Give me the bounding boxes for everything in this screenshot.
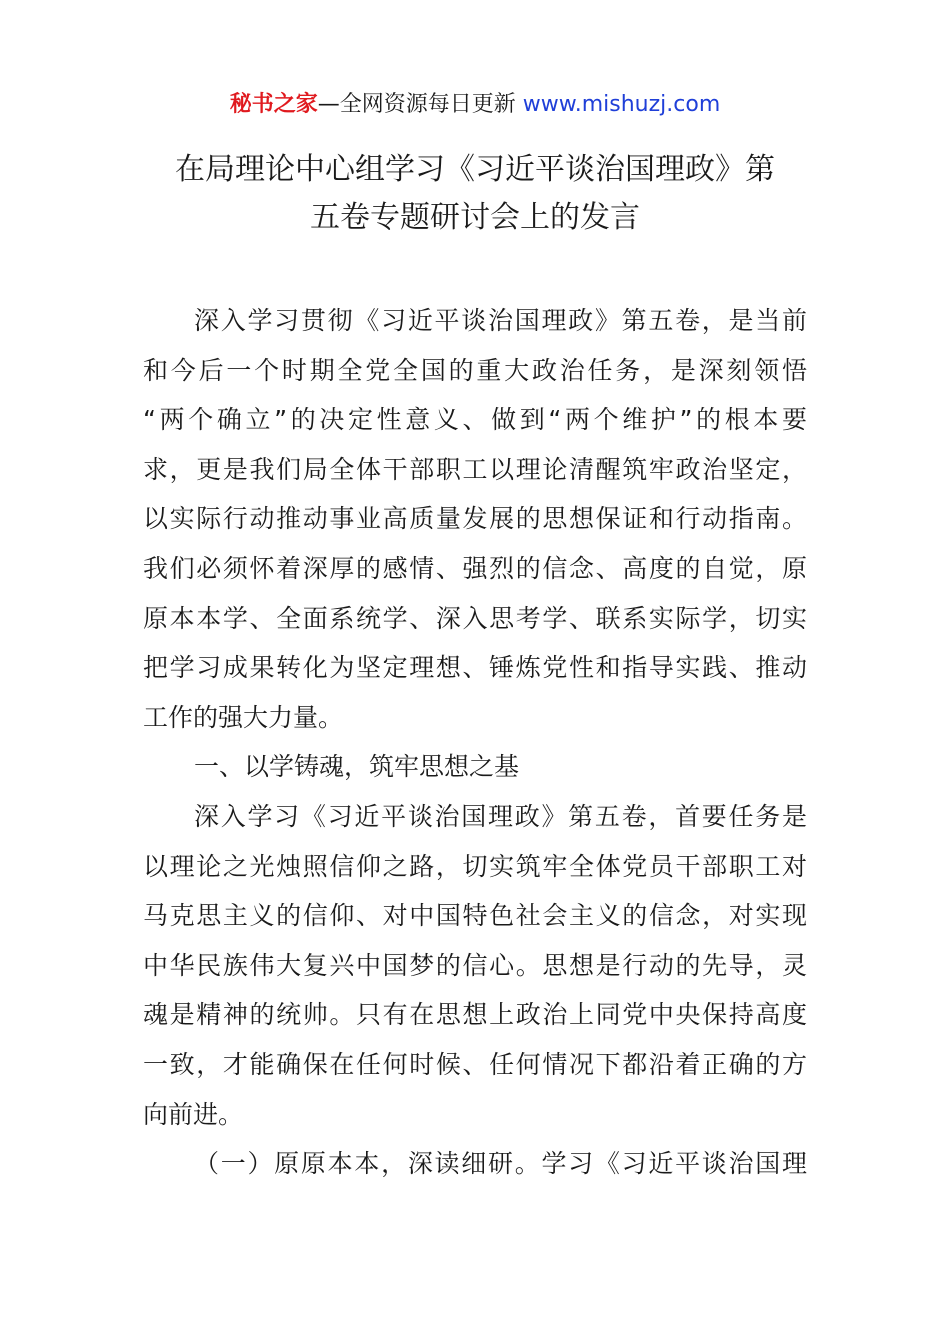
section-paragraph-line: 魂是精神的统帅。只有在思想上政治上同党中央保持高度 — [143, 1000, 807, 1030]
intro-paragraph-line: 以实际行动推动事业高质量发展的思想保证和行动指南。 — [143, 504, 807, 534]
subsection-paragraph-line: （一）原原本本，深读细研。学习《习近平谈治国理 — [194, 1149, 807, 1179]
section-paragraph-line: 中华民族伟大复兴中国梦的信心。思想是行动的先导，灵 — [143, 950, 807, 980]
document-body — [143, 296, 807, 1189]
section-paragraph-line: 一致，才能确保在任何时候、任何情况下都沿着正确的方 — [143, 1049, 807, 1079]
document-title — [120, 146, 830, 242]
intro-paragraph-line: 我们必须怀着深厚的感情、强烈的信念、高度的自觉，原 — [143, 553, 807, 583]
site-banner — [0, 88, 950, 122]
intro-paragraph-line: 深入学习贯彻《习近平谈治国理政》第五卷，是当前 — [194, 306, 807, 335]
intro-paragraph-line: 把学习成果转化为坚定理想、锤炼党性和指导实践、推动 — [143, 653, 807, 683]
section-paragraph-line: 以理论之光烛照信仰之路，切实筑牢全体党员干部职工对 — [143, 851, 807, 881]
intro-paragraph-line: 求，更是我们局全体干部职工以理论清醒筑牢政治坚定， — [143, 454, 807, 484]
intro-paragraph-line: 和今后一个时期全党全国的重大政治任务，是深刻领悟 — [143, 355, 807, 385]
brand-name: 秘书之家 — [229, 92, 318, 117]
section-paragraph-line: 向前进。 — [143, 1099, 244, 1129]
section-paragraph-line: 马克思主义的信仰、对中国特色社会主义的信念，对实现 — [143, 901, 807, 931]
intro-paragraph-line: 原本本学、全面系统学、深入思考学、联系实际学，切实 — [143, 603, 807, 633]
website-link[interactable]: www.mishuzj.com — [522, 92, 721, 117]
title-line-2: 五卷专题研讨会上的发言 — [310, 200, 640, 235]
section-paragraph-line: 深入学习《习近平谈治国理政》第五卷，首要任务是 — [194, 801, 807, 831]
banner-tagline: —全网资源每日更新 — [317, 92, 523, 117]
title-line-1: 在局理论中心组学习《习近平谈治国理政》第 — [175, 152, 775, 187]
intro-paragraph-line: “两个确立”的决定性意义、做到“两个维护”的根本要 — [143, 405, 807, 435]
section-heading-1: 一、以学铸魂，筑牢思想之基 — [194, 752, 520, 782]
intro-paragraph-line: 工作的强大力量。 — [143, 702, 344, 732]
